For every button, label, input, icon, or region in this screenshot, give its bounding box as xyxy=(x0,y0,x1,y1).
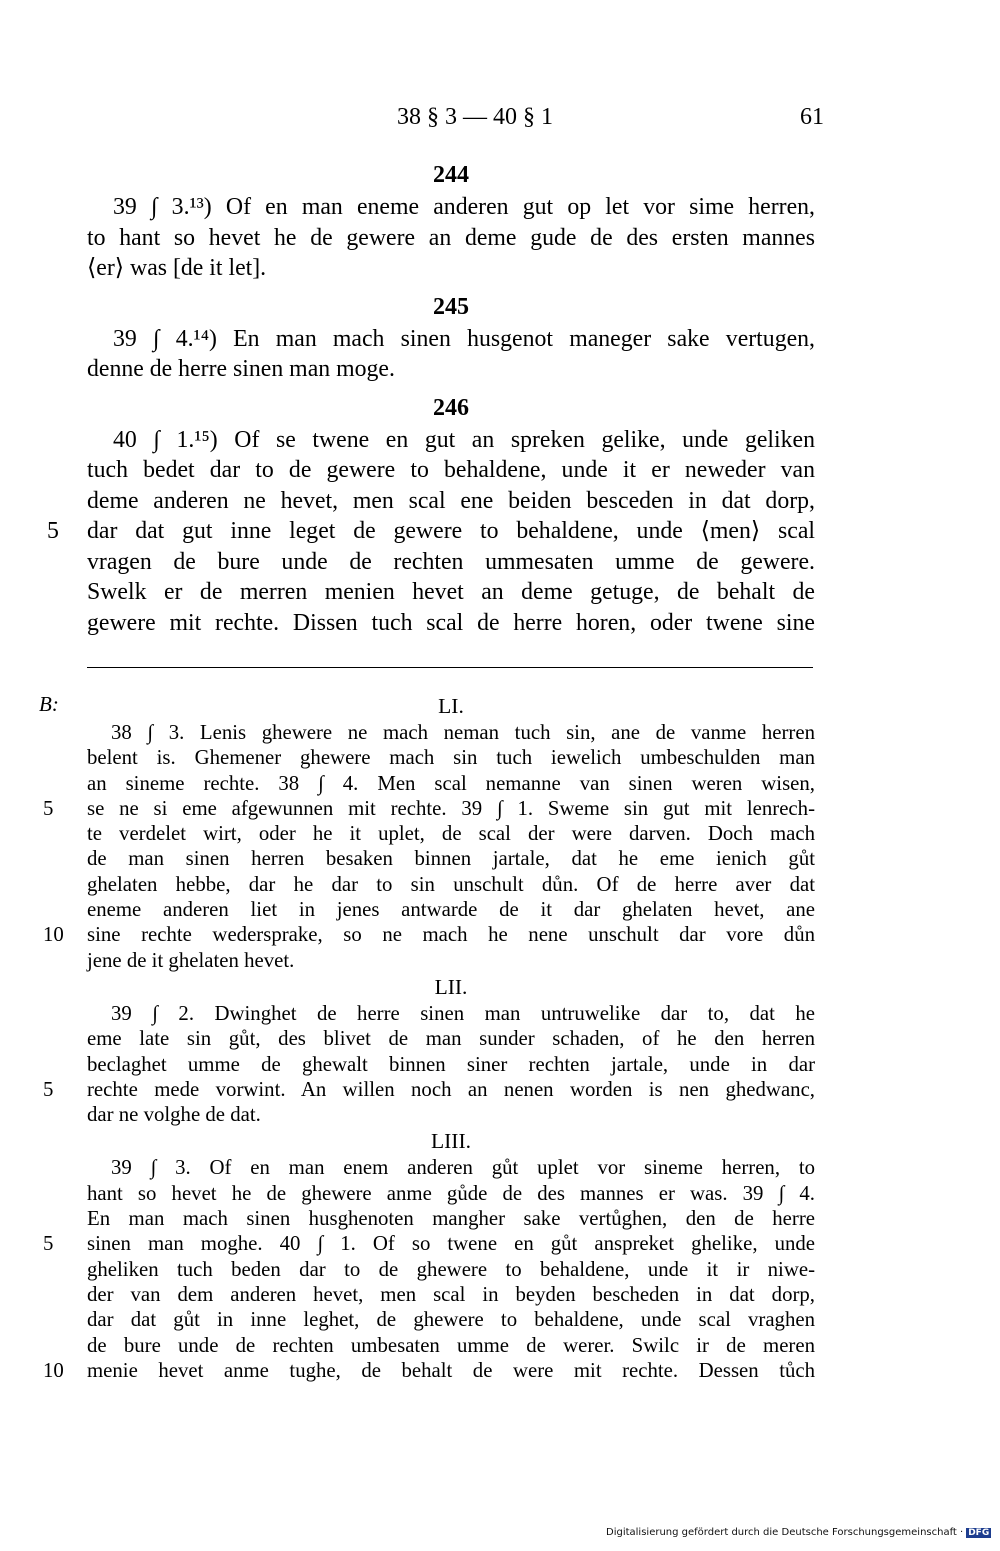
apparatus-line: gheliken tuch beden dar to de ghewere to behaldene, unde it ir niwe- xyxy=(87,1257,815,1281)
apparatus-line: 38 ∫ 3. Lenis ghewere ne mach neman tuch sin, ane de vanme herren xyxy=(111,721,815,744)
line-number: 10 xyxy=(43,1358,64,1382)
line-text: dar dat gut inne leget de gewere to behaldene, unde ⟨men⟩ scal xyxy=(87,518,815,544)
apparatus-heading: LI. xyxy=(438,694,464,718)
text-line: 39 ∫ 3.¹³) Of en man eneme anderen gut op let vor sime herren, xyxy=(113,194,815,220)
apparatus-line xyxy=(43,1077,815,1102)
apparatus-line: 39 ∫ 3. Of en man enem anderen gůt uplet vor sineme herren, to xyxy=(111,1156,815,1180)
running-header xyxy=(0,104,1000,144)
line-text: rechte mede vorwint. An willen noch an nenen worden is nen ghedwanc, xyxy=(87,1077,815,1101)
apparatus-line: 39 ∫ 2. Dwinghet de herre sinen man untruwelike dar to, dat he xyxy=(111,1001,815,1025)
line-number: 5 xyxy=(43,1077,54,1101)
text-line: ⟨er⟩ was [de it let]. xyxy=(87,255,267,281)
line-text: menie hevet anme tughe, de behalt de were mit rechte. Dessen tůch xyxy=(87,1358,815,1382)
apparatus-line: hant so hevet he de ghewere anme gůde de des mannes er was. 39 ∫ 4. xyxy=(87,1181,815,1205)
apparatus-line: eme late sin gůt, des blivet de man sunder schaden, of he den herren xyxy=(87,1027,815,1051)
apparatus-line: beclaghet umme de ghewalt binnen siner rechten jartale, unde in dar xyxy=(87,1052,815,1076)
section-number: 245 xyxy=(433,293,469,320)
apparatus xyxy=(39,692,815,1383)
apparatus-line: belent is. Ghemener ghewere mach sin tuch iewelich umbeschulden man xyxy=(87,746,815,770)
apparatus-label: B: xyxy=(39,692,59,716)
apparatus-line: dar ne volghe de dat. xyxy=(87,1103,261,1127)
apparatus-line: te verdelet wirt, oder he it uplet, de scal der were darven. Doch mach xyxy=(87,822,815,846)
text-line: tuch bedet dar to de gewere to behaldene, unde it er neweder van xyxy=(87,457,815,483)
line-text: sinen man moghe. 40 ∫ 1. Of so twene en gůt anspreket ghelike, unde xyxy=(87,1232,815,1256)
footer-text: Digitalisierung gefördert durch die Deutsche Forschungsgemeinschaft · xyxy=(606,1527,964,1538)
main-text xyxy=(47,158,815,638)
apparatus-line xyxy=(43,1358,815,1383)
text-line: denne de herre sinen man moge. xyxy=(87,356,395,382)
text-line xyxy=(47,516,815,547)
apparatus-line: En man mach sinen husghenoten mangher sake vertůghen, den de herre xyxy=(87,1207,815,1231)
line-number: 5 xyxy=(43,1232,54,1256)
text-line: Swelk er de merren menien hevet an deme getuge, de behalt de xyxy=(87,579,815,605)
apparatus-line: de man sinen herren besaken binnen jartale, dat he eme ienich gůt xyxy=(87,847,815,871)
apparatus-heading: LIII. xyxy=(431,1129,471,1154)
dfg-logo: DFG xyxy=(968,1528,990,1538)
apparatus-line xyxy=(43,922,815,947)
line-text: se ne si eme afgewunnen mit rechte. 39 ∫ 1. Sweme sin gut mit lenrech- xyxy=(87,796,815,820)
apparatus-heading: LII. xyxy=(434,974,468,999)
text-line: deme anderen ne hevet, men scal ene beiden besceden in dat dorp, xyxy=(87,487,815,514)
text-line: to hant so hevet he de gewere an deme gude de des ersten mannes xyxy=(87,224,815,251)
apparatus-line: ghelaten hebbe, dar he dar to sin unschult důn. Of de herre aver dat xyxy=(87,872,815,896)
line-number: 5 xyxy=(47,518,59,544)
line-number: 10 xyxy=(43,923,64,947)
separator-rule xyxy=(87,667,813,668)
text-line: 39 ∫ 4.¹⁴) En man mach sinen husgenot maneger sake vertugen, xyxy=(113,325,815,352)
digitization-footer xyxy=(606,1527,991,1538)
apparatus-line: jene de it ghelaten hevet. xyxy=(87,948,295,972)
apparatus-line: eneme anderen liet in jenes antwarde de it dar ghelaten hevet, ane xyxy=(87,898,815,922)
section-number: 246 xyxy=(433,394,469,421)
line-text: sine rechte wedersprake, so ne mach he nene unschult dar vore důn xyxy=(87,923,815,947)
text-line: gewere mit rechte. Dissen tuch scal de herre horen, oder twene sine xyxy=(87,609,815,636)
apparatus-line: dar dat gůt in inne leghet, de ghewere to behaldene, unde scal vraghen xyxy=(87,1308,815,1332)
text-line: vragen de bure unde de rechten ummesaten umme de gewere. xyxy=(87,548,815,575)
section-number: 244 xyxy=(433,162,469,188)
apparatus-line xyxy=(43,1231,815,1256)
apparatus-line: de bure unde de rechten umbesaten umme de werer. Swilc ir de meren xyxy=(87,1333,815,1357)
apparatus-line xyxy=(43,796,815,821)
line-number: 5 xyxy=(43,796,54,820)
page-number: 61 xyxy=(800,104,824,130)
running-title: 38 § 3 — 40 § 1 xyxy=(397,104,553,130)
apparatus-line: an sineme rechte. 38 ∫ 4. Men scal nemanne van sinen weren wisen, xyxy=(87,771,815,795)
apparatus-line: der van dem anderen hevet, men scal in beyden bescheden in dat dorp, xyxy=(87,1282,815,1306)
text-line: 40 ∫ 1.¹⁵) Of se twene en gut an spreken gelike, unde geliken xyxy=(113,426,815,453)
